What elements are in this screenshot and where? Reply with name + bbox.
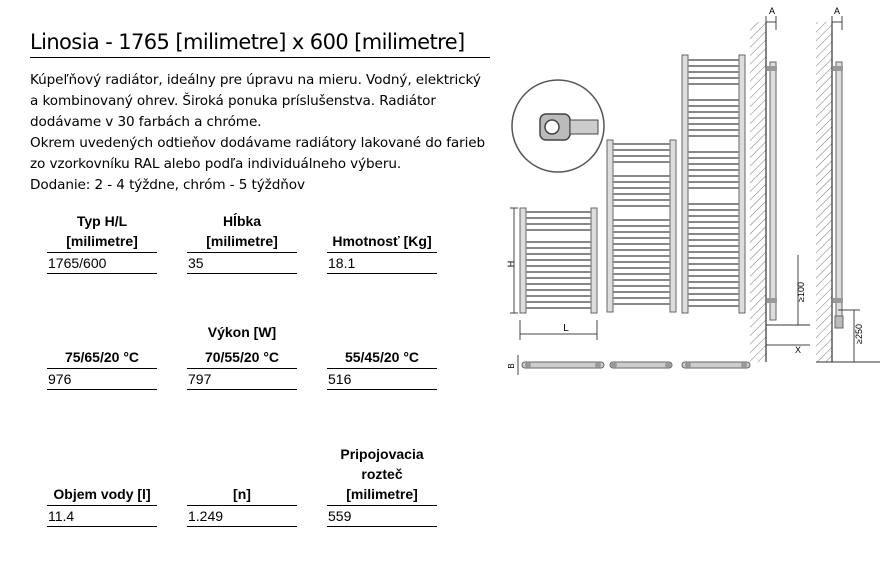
power-value: 797 (187, 369, 297, 390)
connection-spacing (327, 444, 437, 527)
power-col (47, 347, 157, 390)
label-l: L (563, 323, 569, 334)
depth-value: 35 (187, 253, 297, 274)
water-header: Objem vody [l] (47, 484, 157, 506)
page-title: Linosia - 1765 [milimetre] x 600 [milimetre] (30, 30, 490, 58)
label-b: B (507, 363, 516, 369)
power-value: 976 (47, 369, 157, 390)
description-line: zo vzorkovníku RAL alebo podľa individuálneho výberu. (30, 156, 402, 172)
weight-value: 18.1 (327, 253, 437, 274)
power-col (327, 347, 437, 390)
power-header: 75/65/20 °C (47, 347, 157, 369)
description (30, 70, 500, 196)
type-value: 1765/600 (47, 253, 157, 274)
power-value: 516 (327, 369, 437, 390)
label-a-2: A (833, 6, 841, 16)
radiator-small (510, 208, 597, 340)
radiator-tall (682, 55, 745, 313)
description-line: Okrem uvedených odtieňov dodávame radiátory lakované do farieb (30, 135, 486, 151)
label-a-1: A (768, 6, 776, 16)
spacing-header: Pripojovacia rozteč [milimetre] (327, 444, 437, 506)
label-min100: ≥100 (796, 282, 806, 302)
depth-header: Hĺbka [milimetre] (187, 211, 297, 253)
radiator-medium (607, 140, 676, 312)
description-line: Dodanie: 2 - 4 týždne, chróm - 5 týždňov (30, 177, 305, 193)
water-value: 11.4 (47, 506, 157, 527)
side-view-1 (750, 16, 810, 362)
weight-header: Hmotnosť [Kg] (327, 231, 437, 253)
side-view-2 (816, 16, 880, 362)
radiator-drawing (500, 0, 889, 576)
label-min250: ≥250 (854, 324, 864, 344)
spec-depth (187, 211, 297, 274)
label-x: X (794, 345, 802, 355)
label-h: H (506, 260, 516, 268)
type-header: Typ H/L [milimetre] (47, 211, 157, 253)
description-line: dodávame v 30 farbách a chróme. (30, 114, 262, 130)
spec-weight (327, 231, 437, 274)
water-volume (47, 484, 157, 527)
spec-type (47, 211, 157, 274)
description-line: a kombinovaný ohrev. Široká ponuka príslušenstva. Radiátor (30, 93, 436, 109)
description-line: Kúpeľňový radiátor, ideálny pre úpravu na mieru. Vodný, elektrický (30, 72, 481, 88)
spacing-value: 559 (327, 506, 437, 527)
n-value: 1.249 (187, 506, 297, 527)
n-header: [n] (187, 484, 297, 506)
power-col (187, 347, 297, 390)
power-section-title: Výkon [W] (207, 324, 277, 340)
power-header: 55/45/20 °C (327, 347, 437, 369)
power-header: 70/55/20 °C (187, 347, 297, 369)
n-exponent (187, 484, 297, 527)
valve-detail (512, 80, 604, 172)
top-view (507, 355, 750, 375)
